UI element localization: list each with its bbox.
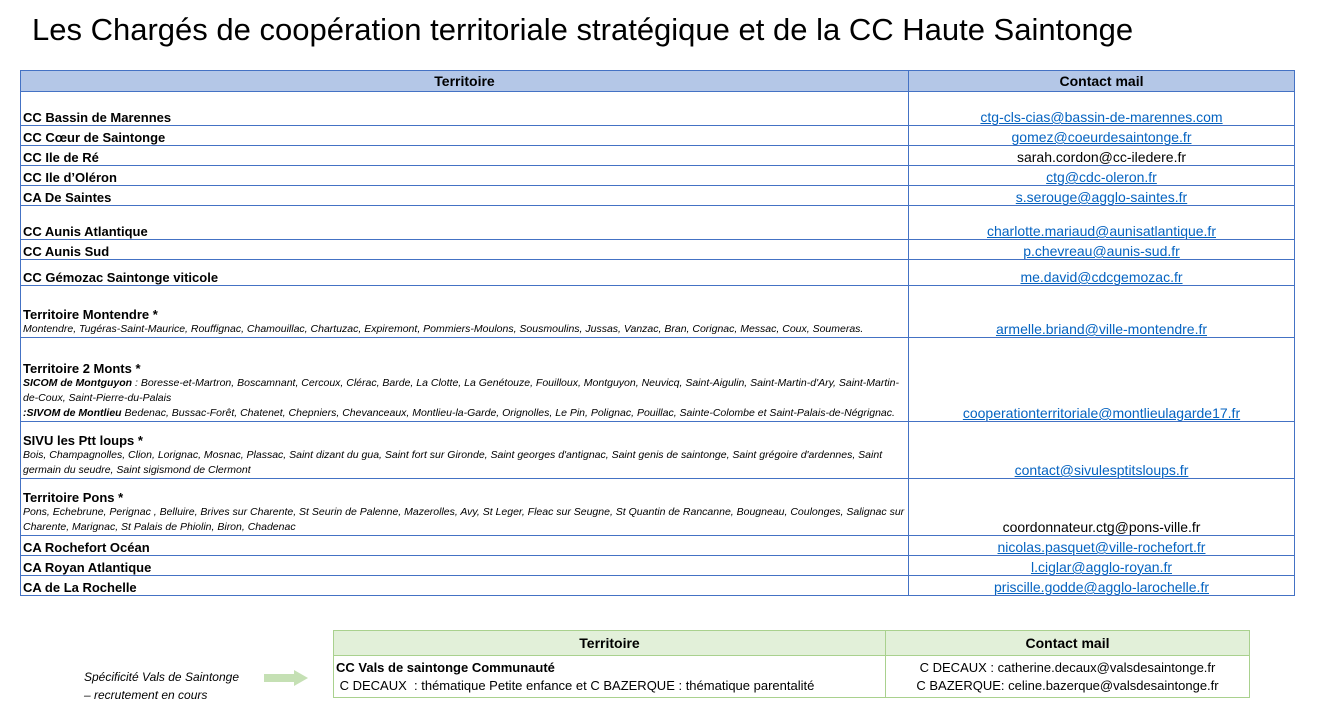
table-row: [21, 338, 1295, 422]
table-row: [21, 126, 1295, 146]
territory-cell: [21, 240, 909, 260]
contact-mail-link[interactable]: s.serouge@agglo-saintes.fr: [1015, 189, 1188, 205]
vals-header-contact-mail: Contact mail: [886, 631, 1250, 656]
territory-cell: [21, 536, 909, 556]
table-row: [21, 536, 1295, 556]
territory-name: CC Gémozac Saintonge viticole: [23, 270, 219, 285]
table-row: [21, 576, 1295, 596]
territory-name: CA Royan Atlantique: [23, 560, 152, 575]
territory-cell: [21, 186, 909, 206]
table-row: [21, 146, 1295, 166]
territory-name: CC Cœur de Saintonge: [23, 130, 166, 145]
mail-cell: [909, 422, 1295, 479]
vals-header-territoire: Territoire: [334, 631, 886, 656]
table-row: [21, 260, 1295, 286]
sicom-text: : Boresse-et-Martron, Boscamnant, Cercoux, Clérac, Barde, La Clotte, La Genétouze, Fouilloux, Montguyon, Neuvicq, Saint-Aigulin, Saint-Martin-d'Ary, Saint-Martin-de-Coux, Saint-Pierre-du-Palais: [23, 377, 899, 404]
territory-name: CA Rochefort Océan: [23, 540, 150, 555]
contact-mail-link[interactable]: gomez@coeurdesaintonge.fr: [1011, 129, 1192, 145]
mail-cell: [909, 92, 1295, 126]
contact-mail-link[interactable]: p.chevreau@aunis-sud.fr: [1023, 243, 1180, 259]
territory-name: CC Ile d’Oléron: [23, 170, 117, 185]
vals-note: [84, 668, 239, 704]
territory-cell: [21, 126, 909, 146]
header-territoire: Territoire: [21, 71, 909, 92]
territory-cell: [21, 166, 909, 186]
territory-cell: [21, 422, 909, 479]
contact-mail-link[interactable]: me.david@cdcgemozac.fr: [1020, 269, 1183, 285]
territory-cell: [21, 92, 909, 126]
mail-cell: [909, 576, 1295, 596]
table-row: [21, 422, 1295, 479]
vals-mail-cell: [886, 656, 1250, 698]
vals-territory-detail: C DECAUX : thématique Petite enfance et C BAZERQUE : thématique parentalité: [336, 678, 815, 693]
contact-mail-link[interactable]: l.ciglar@agglo-royan.fr: [1030, 559, 1173, 575]
territory-name: Territoire Pons *: [23, 490, 124, 505]
mail-cell: [909, 536, 1295, 556]
territory-cell: [21, 338, 909, 422]
territory-cell: [21, 286, 909, 338]
table-row: [21, 240, 1295, 260]
mail-cell: [909, 556, 1295, 576]
sivom-label: :SIVOM de Montlieu: [23, 407, 122, 419]
mail-cell: [909, 146, 1295, 166]
vals-mail-decaux: C DECAUX : catherine.decaux@valsdesaintonge.fr: [919, 660, 1216, 675]
territory-cell: [21, 556, 909, 576]
vals-mail-bazerque: C BAZERQUE: celine.bazerque@valsdesaintonge.fr: [916, 678, 1219, 693]
territory-name: CC Bassin de Marennes: [23, 110, 172, 125]
mail-cell: [909, 338, 1295, 422]
sivom-text: Bedenac, Bussac-Forêt, Chatenet, Chepniers, Chevanceaux, Montlieu-la-Garde, Orignolles, Le Pin, Polignac, Pouillac, Sainte-Colombe et Saint-Palais-de-Négrignac.: [121, 407, 895, 419]
mail-cell: [909, 286, 1295, 338]
territory-name: CC Aunis Sud: [23, 244, 110, 259]
territory-cell: [21, 146, 909, 166]
mail-cell: [909, 186, 1295, 206]
vals-note-line1: Spécificité Vals de Saintonge: [84, 670, 239, 684]
table-row: [21, 166, 1295, 186]
contact-mail-link[interactable]: nicolas.pasquet@ville-rochefort.fr: [997, 539, 1206, 555]
page-title: Les Chargés de coopération territoriale stratégique et de la CC Haute Saintonge: [32, 12, 1134, 47]
territory-name: Territoire Montendre *: [23, 307, 158, 322]
territory-communes: Montendre, Tugéras-Saint-Maurice, Rouffignac, Chamouillac, Chartuzac, Expiremont, Pommiers-Moulons, Sousmoulins, Jussas, Vanzac, Bran, Corignac, Messac, Coux, Soumeras.: [23, 323, 864, 335]
contact-mail-link[interactable]: charlotte.mariaud@aunisatlantique.fr: [986, 223, 1216, 239]
table-row: [21, 479, 1295, 536]
territory-cell: [21, 479, 909, 536]
territory-name: CA De Saintes: [23, 190, 112, 205]
territory-communes: Bois, Champagnolles, Clion, Lorignac, Mosnac, Plassac, Saint dizant du gua, Saint fort sur Gironde, Saint georges d'antignac, Saint genis de saintonge, Saint grégoire d'ardennes, Saint germain du seudre, Saint sigismond de Clermont: [23, 449, 883, 476]
vals-note-line2: – recrutement en cours: [84, 688, 208, 702]
table-row: [21, 92, 1295, 126]
vals-territory-cell: [334, 656, 886, 698]
mail-cell: [909, 166, 1295, 186]
vals-table: [333, 630, 1250, 698]
contact-mail-link[interactable]: cooperationterritoriale@montlieulagarde17.fr: [962, 405, 1241, 421]
vals-territory-name: CC Vals de saintonge Communauté: [336, 660, 555, 675]
mail-cell: [909, 240, 1295, 260]
contact-mail-link[interactable]: contact@sivulesptitsloups.fr: [1014, 462, 1189, 478]
mail-cell: [909, 260, 1295, 286]
territory-cell: [21, 576, 909, 596]
sivom-communes: [23, 406, 906, 421]
sicom-communes: [23, 376, 906, 406]
contact-mail-link[interactable]: ctg-cls-cias@bassin-de-marennes.com: [980, 109, 1223, 125]
table-row: [21, 186, 1295, 206]
territory-communes: Pons, Echebrune, Perignac , Belluire, Brives sur Charente, St Seurin de Palenne, Mazerolles, Avy, St Leger, Fleac sur Seugne, St Quantin de Rancanne, Bougneau, Coulonges, Salignac sur Charente, Marignac, St Palais de Phiolin, Biron, Chadenac: [23, 506, 905, 533]
territory-cell: [21, 206, 909, 240]
mail-cell: [909, 126, 1295, 146]
territory-cell: [21, 260, 909, 286]
vals-row: [334, 656, 1250, 698]
header-contact-mail: Contact mail: [909, 71, 1295, 92]
sicom-label: SICOM de Montguyon: [23, 377, 133, 389]
territory-name: CA de La Rochelle: [23, 580, 137, 595]
territory-name: CC Ile de Ré: [23, 150, 99, 165]
mail-cell: [909, 479, 1295, 536]
contact-mail-link[interactable]: ctg@cdc-oleron.fr: [1046, 169, 1157, 185]
territory-name: SIVU les Ptt loups *: [23, 433, 143, 448]
table-row: [21, 286, 1295, 338]
contact-mail-text: coordonnateur.ctg@pons-ville.fr: [1002, 519, 1201, 535]
mail-cell: [909, 206, 1295, 240]
territory-name: Territoire 2 Monts *: [23, 361, 141, 376]
territory-name: CC Aunis Atlantique: [23, 224, 148, 239]
table-row: [21, 556, 1295, 576]
vals-header-row: [334, 631, 1250, 656]
contact-mail-text: sarah.cordon@cc-iledere.fr: [1016, 149, 1187, 165]
contact-mail-link[interactable]: priscille.godde@agglo-larochelle.fr: [994, 579, 1209, 595]
contacts-table: [20, 70, 1295, 596]
contact-mail-link[interactable]: armelle.briand@ville-montendre.fr: [995, 321, 1208, 337]
table-header-row: [21, 71, 1295, 92]
table-row: [21, 206, 1295, 240]
arrow-right-icon: [264, 670, 308, 686]
